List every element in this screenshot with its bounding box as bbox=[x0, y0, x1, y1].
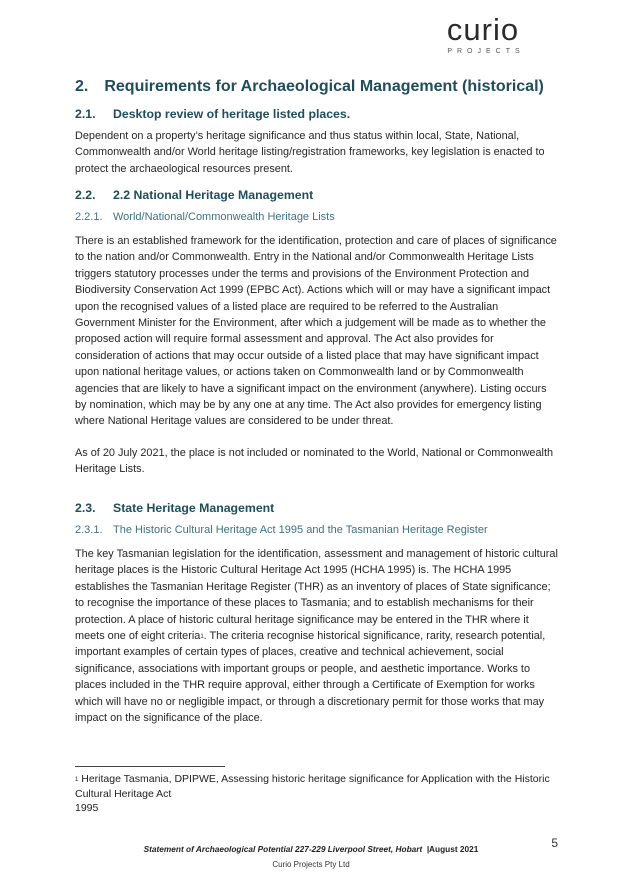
section-title: 2.2 National Heritage Management bbox=[113, 188, 314, 202]
section-2-2-1-heading bbox=[75, 210, 560, 225]
section-title: Requirements for Archaeological Management (historical) bbox=[104, 78, 544, 95]
footnote-reference[interactable]: 1 bbox=[200, 634, 204, 641]
page-number: 5 bbox=[551, 836, 558, 850]
logo-subtitle: PROJECTS bbox=[447, 48, 525, 55]
curio-projects-logo bbox=[428, 14, 538, 55]
footnote-mark: 1 bbox=[75, 777, 79, 783]
section-2-heading bbox=[75, 77, 560, 97]
section-number: 2. bbox=[75, 78, 89, 95]
footnote bbox=[75, 772, 560, 816]
section-number: 2.2. bbox=[75, 188, 96, 202]
footer-company: Curio Projects Pty Ltd bbox=[272, 860, 350, 869]
footer-date: August 2021 bbox=[429, 844, 479, 854]
footnote-divider bbox=[75, 766, 225, 767]
section-number: 2.1. bbox=[75, 107, 96, 121]
section-2-1-heading bbox=[75, 106, 560, 122]
section-2-3-heading bbox=[75, 500, 560, 516]
section-number: 2.2.1. bbox=[75, 211, 103, 223]
paragraph-text-continued: . The criteria recognise historical significance, rarity, research potential, important examples of certain types of places, creative and technical achievement, social significance, associations with important groups or people, and aesthetic importance. Works to places included in the THR require approval, either through a Certificate of Exemption for works which will have no or negligible impact, or through a discretionary permit for those works that may impact on the significance of the place. bbox=[75, 630, 546, 725]
paragraph-text: The key Tasmanian legislation for the identification, assessment and management of historic cultural heritage places is the Historic Cultural Heritage Act 1995 (HCHA 1995) is. The HCHA 1995 establishes the Tasmanian Heritage Register (THR) as an inventory of places of State significance; to recognise the importance of these places to Tasmania; and to establish mechanisms for their protection. A place of historic cultural heritage significance may be entered in the THR where it meets one of eight criteria bbox=[75, 548, 558, 643]
footer-document-title: Statement of Archaeological Potential 227-229 Liverpool Street, Hobart bbox=[143, 844, 423, 854]
footer-separator: | bbox=[426, 844, 430, 854]
section-title: State Heritage Management bbox=[113, 501, 275, 515]
section-2-2-heading bbox=[75, 187, 560, 203]
section-title: Desktop review of heritage listed places. bbox=[113, 107, 351, 121]
section-number: 2.3.1. bbox=[75, 524, 103, 536]
section-number: 2.3. bbox=[75, 501, 96, 515]
section-2-1-paragraph: Dependent on a property’s heritage significance and thus status within local, State, National, Commonwealth and/or World heritage listing/registration frameworks, key legislation is enacted to protect the archaeological resources present. bbox=[75, 130, 545, 175]
footnote-text: Heritage Tasmania, DPIPWE, Assessing historic heritage significance for Application with the Historic Cultural Heritage Act bbox=[75, 773, 550, 800]
logo-wordmark: curio bbox=[446, 12, 520, 47]
section-2-3-1-paragraph bbox=[75, 546, 560, 726]
page-footer bbox=[0, 839, 622, 869]
section-title: World/National/Commonwealth Heritage Lists bbox=[113, 211, 335, 223]
section-2-2-1-paragraph-1: There is an established framework for the identification, protection and care of places of significance to the nation and/or Commonwealth. Entry in the National and/or Commonwealth Heritage Lists triggers statutory processes under the terms and provisions of the Environment Protection and Biodiversity Conservation Act 1999 (EPBC Act). Actions which will or may have a significant impact upon the recognised values of a listed place are required to be referred to the Australian Government Minister for the Environment, after which a judgement will be made as to whether the proposed action will require formal assessment and approval. The Act also provides for consideration of actions that may occur outside of a listed place that may have significant impact upon national heritage values, or actions taken on Commonwealth land or by Commonwealth agencies that are likely to have a significant impact on the environment (anywhere). Listing occurs by nomination, which may be by any one at any time. The Act also provides for emergency listing where National Heritage values are considered to be under threat. bbox=[75, 235, 557, 428]
section-2-3-1-heading bbox=[75, 523, 560, 538]
section-2-2-1-paragraph-2: As of 20 July 2021, the place is not included or nominated to the World, National or Commonwealth Heritage Lists. bbox=[75, 447, 554, 476]
section-title: The Historic Cultural Heritage Act 1995 and the Tasmanian Heritage Register bbox=[113, 524, 488, 536]
footnote-year: 1995 bbox=[75, 802, 99, 814]
